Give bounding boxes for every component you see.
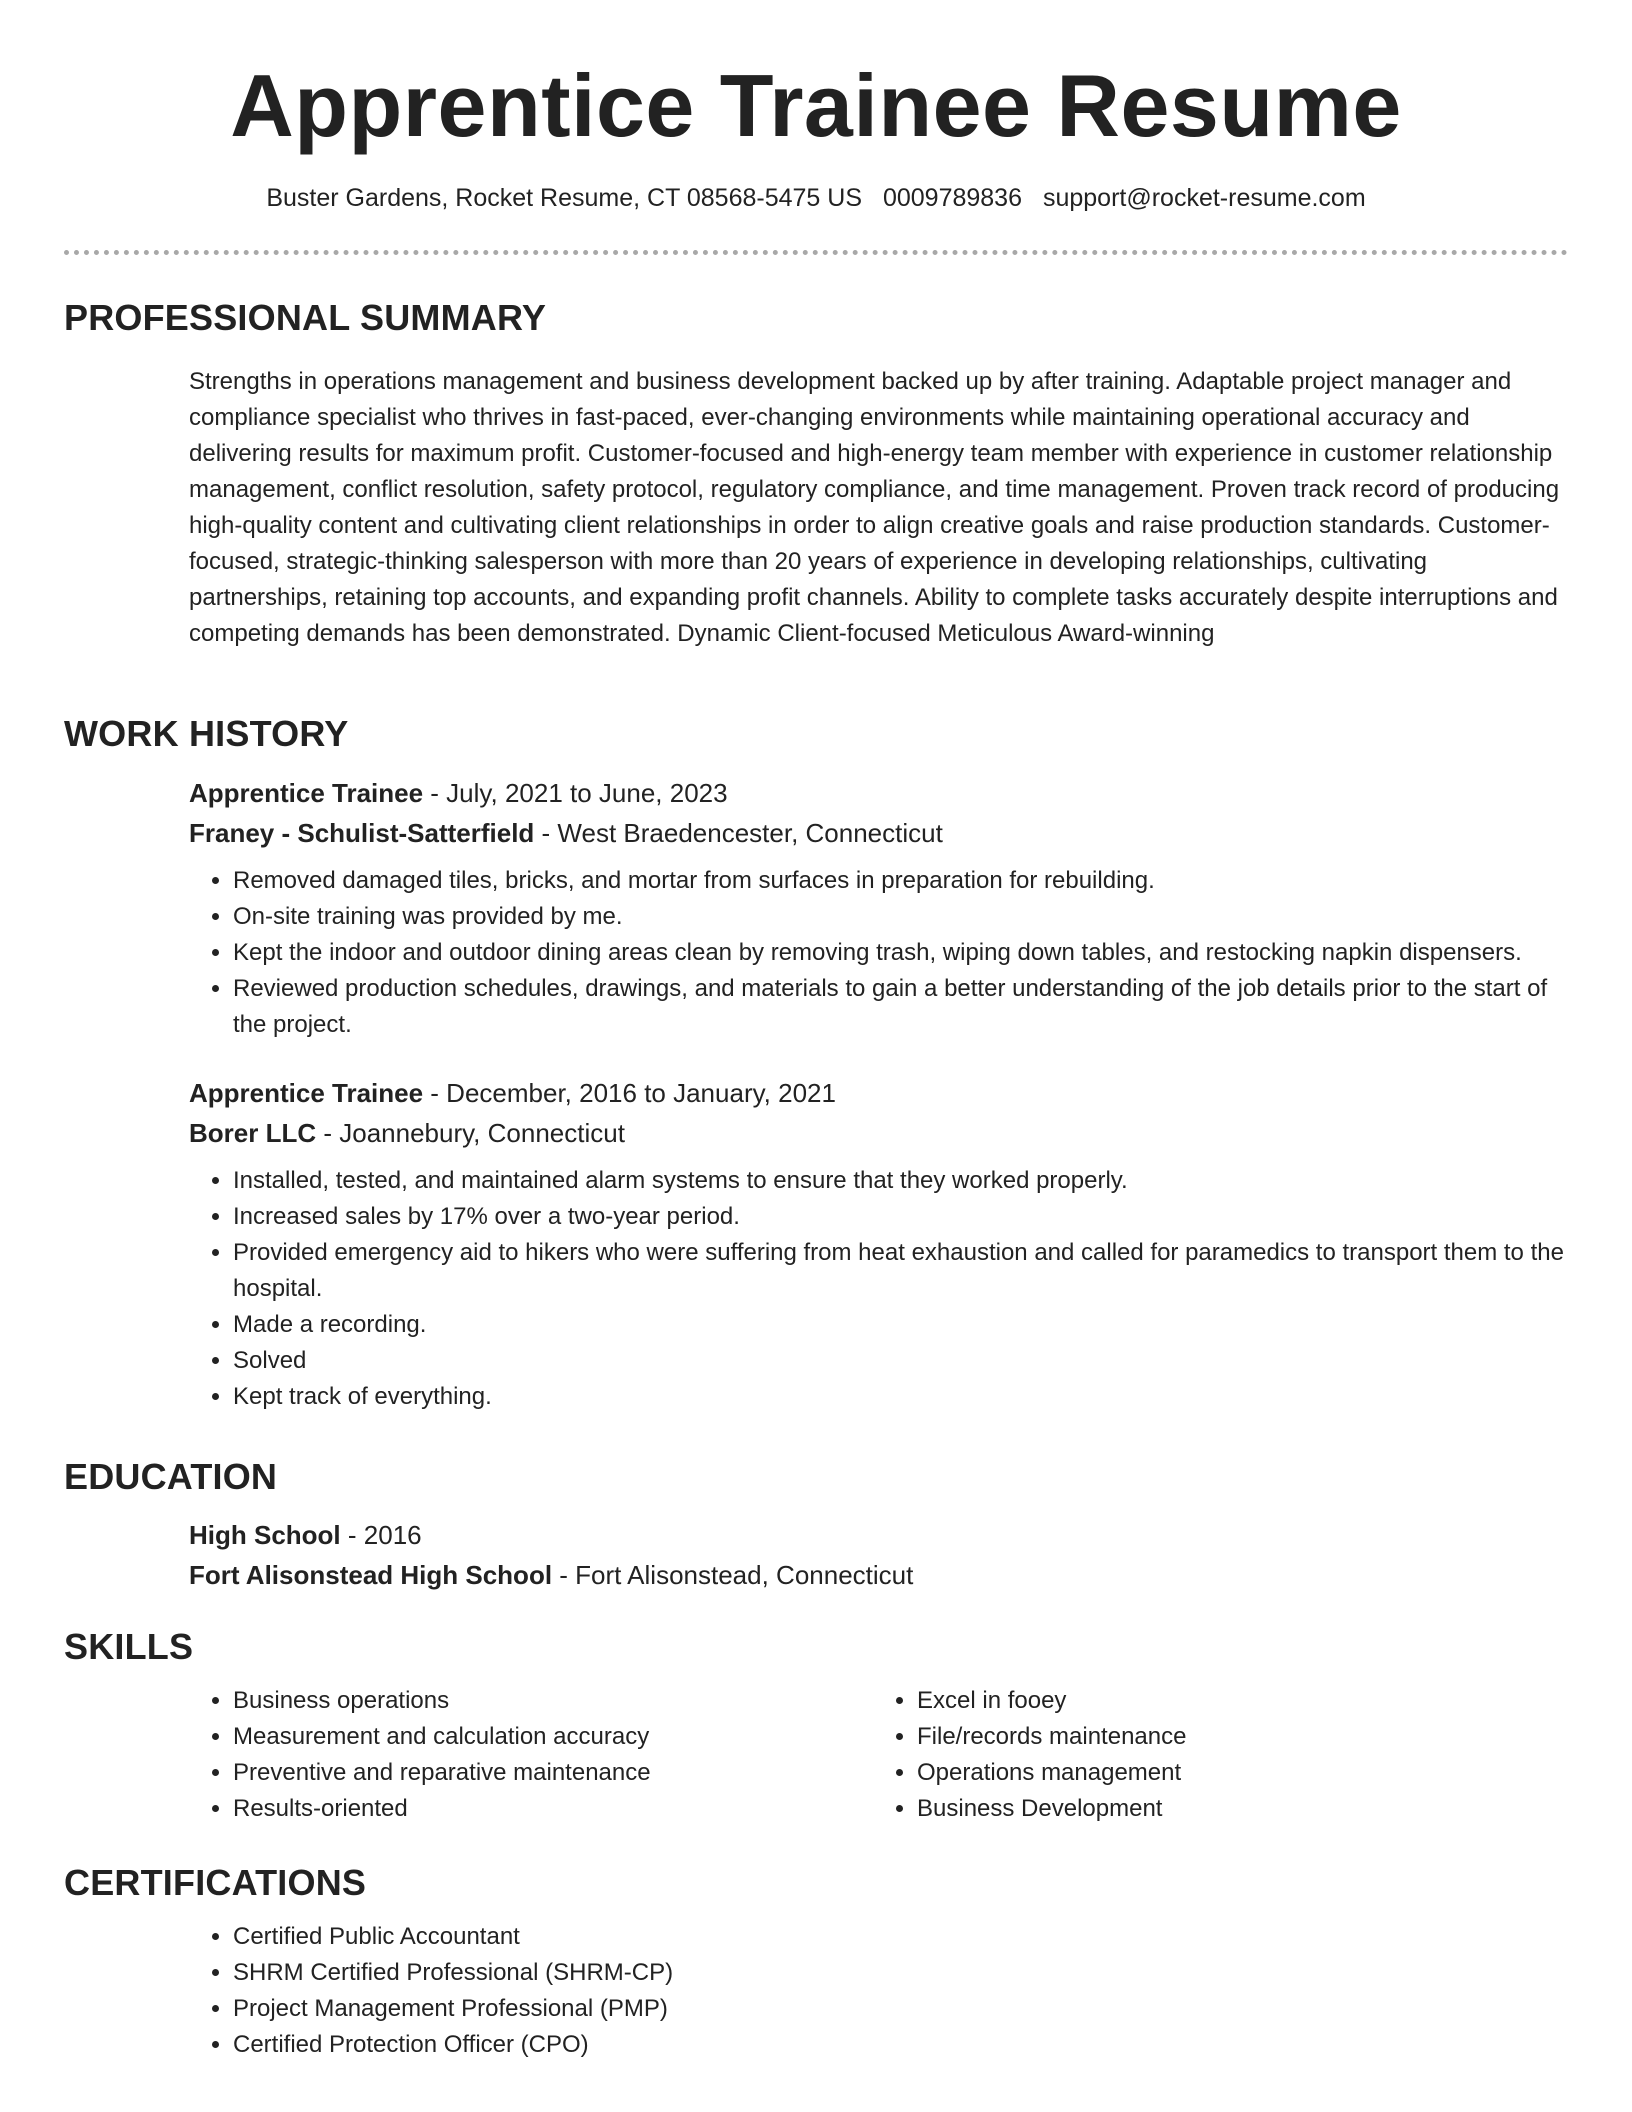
list-item: • Removed damaged tiles, bricks, and mortar from surfaces in preparation for rebuilding.	[233, 863, 1568, 899]
list-item: • Certified Protection Officer (CPO)	[233, 2027, 1568, 2063]
list-item: • Results-oriented	[233, 1791, 873, 1827]
list-item: • Project Management Professional (PMP)	[233, 1991, 1568, 2027]
work-history-heading: WORK HISTORY	[64, 713, 349, 754]
skills-list-left	[189, 1683, 873, 1827]
list-item: • Measurement and calculation accuracy	[233, 1719, 873, 1755]
education-degree-line	[189, 1515, 1568, 1555]
skills-list-right	[873, 1683, 1557, 1827]
job-title: Apprentice Trainee	[189, 1078, 424, 1108]
list-item: • Business Development	[917, 1791, 1557, 1827]
education-location: - Fort Alisonstead, Connecticut	[552, 1560, 914, 1590]
job-duties-list	[189, 863, 1568, 1043]
list-item: • Preventive and reparative maintenance	[233, 1755, 873, 1791]
education-heading: EDUCATION	[64, 1456, 278, 1497]
summary-heading: PROFESSIONAL SUMMARY	[64, 297, 547, 338]
list-item: • Increased sales by 17% over a two-year period.	[233, 1199, 1568, 1235]
skills-section	[64, 1625, 1568, 1827]
skills-grid	[189, 1683, 1568, 1827]
skills-heading: SKILLS	[64, 1626, 194, 1667]
job-company: Borer LLC	[189, 1118, 317, 1148]
education-section	[64, 1455, 1568, 1595]
list-item: • Reviewed production schedules, drawings, and materials to gain a better understanding of the job details prior to the start of the project.	[233, 971, 1568, 1043]
education-school-line	[189, 1555, 1568, 1595]
contact-phone: 0009789836	[882, 184, 1022, 212]
job-company-line	[189, 813, 1568, 853]
certifications-list	[189, 1919, 1568, 2063]
job-location: - Joannebury, Connecticut	[316, 1118, 625, 1148]
job-dates: - July, 2021 to June, 2023	[423, 778, 728, 808]
list-item: • On-site training was provided by me.	[233, 899, 1568, 935]
resume-title: Apprentice Trainee Resume	[230, 56, 1402, 155]
header-divider	[64, 250, 1568, 255]
summary-text: Strengths in operations management and business development backed up by after training. Adaptable project manager and compliance specialist who thrives in fast-paced, ever-changing environments while maintaining operational accuracy and delivering results for maximum profit. Customer-focused and high-energy team member with experience in customer relationship management, conflict resolution, safety protocol, regulatory compliance, and time management. Proven track record of producing high-quality content and cultivating client relationships in order to align creative goals and raise production standards. Customer-focused, strategic-thinking salesperson with more than 20 years of experience in developing relationships, cultivating partnerships, retaining top accounts, and expanding profit channels. Ability to complete tasks accurately despite interruptions and competing demands has been demonstrated. Dynamic Client-focused Meticulous Award-winning	[189, 368, 1560, 647]
list-item: • Solved	[233, 1343, 1568, 1379]
list-item: • Operations management	[917, 1755, 1557, 1791]
summary-section	[64, 296, 1568, 652]
job-location: - West Braedencester, Connecticut	[534, 818, 943, 848]
list-item: • Certified Public Accountant	[233, 1919, 1568, 1955]
job-title-line	[189, 1073, 1568, 1113]
education-year: - 2016	[340, 1520, 422, 1550]
job-entry	[189, 1073, 1568, 1415]
job-entry	[189, 773, 1568, 1043]
job-dates: - December, 2016 to January, 2021	[423, 1078, 836, 1108]
job-title-line	[189, 773, 1568, 813]
list-item: • Installed, tested, and maintained alarm systems to ensure that they worked properly.	[233, 1163, 1568, 1199]
list-item: • SHRM Certified Professional (SHRM-CP)	[233, 1955, 1568, 1991]
job-company-line	[189, 1113, 1568, 1153]
list-item: • Kept track of everything.	[233, 1379, 1568, 1415]
certifications-heading: CERTIFICATIONS	[64, 1862, 367, 1903]
contact-address: Buster Gardens, Rocket Resume, CT 08568-5475 US	[266, 184, 862, 212]
list-item: • Provided emergency aid to hikers who were suffering from heat exhaustion and called for paramedics to transport them to the hospital.	[233, 1235, 1568, 1307]
education-degree: High School	[189, 1520, 341, 1550]
job-duties-list	[189, 1163, 1568, 1415]
list-item: • Excel in fooey	[917, 1683, 1557, 1719]
contact-line	[0, 182, 1632, 214]
contact-email[interactable]: support@rocket-resume.com	[1042, 184, 1366, 212]
job-title: Apprentice Trainee	[189, 778, 424, 808]
job-company: Franey - Schulist-Satterfield	[189, 818, 535, 848]
education-school: Fort Alisonstead High School	[189, 1560, 553, 1590]
list-item: • Made a recording.	[233, 1307, 1568, 1343]
list-item: • Kept the indoor and outdoor dining areas clean by removing trash, wiping down tables, and restocking napkin dispensers.	[233, 935, 1568, 971]
list-item: • Business operations	[233, 1683, 873, 1719]
certifications-section	[64, 1861, 1568, 2063]
list-item: • File/records maintenance	[917, 1719, 1557, 1755]
work-history-section	[64, 712, 1568, 1415]
